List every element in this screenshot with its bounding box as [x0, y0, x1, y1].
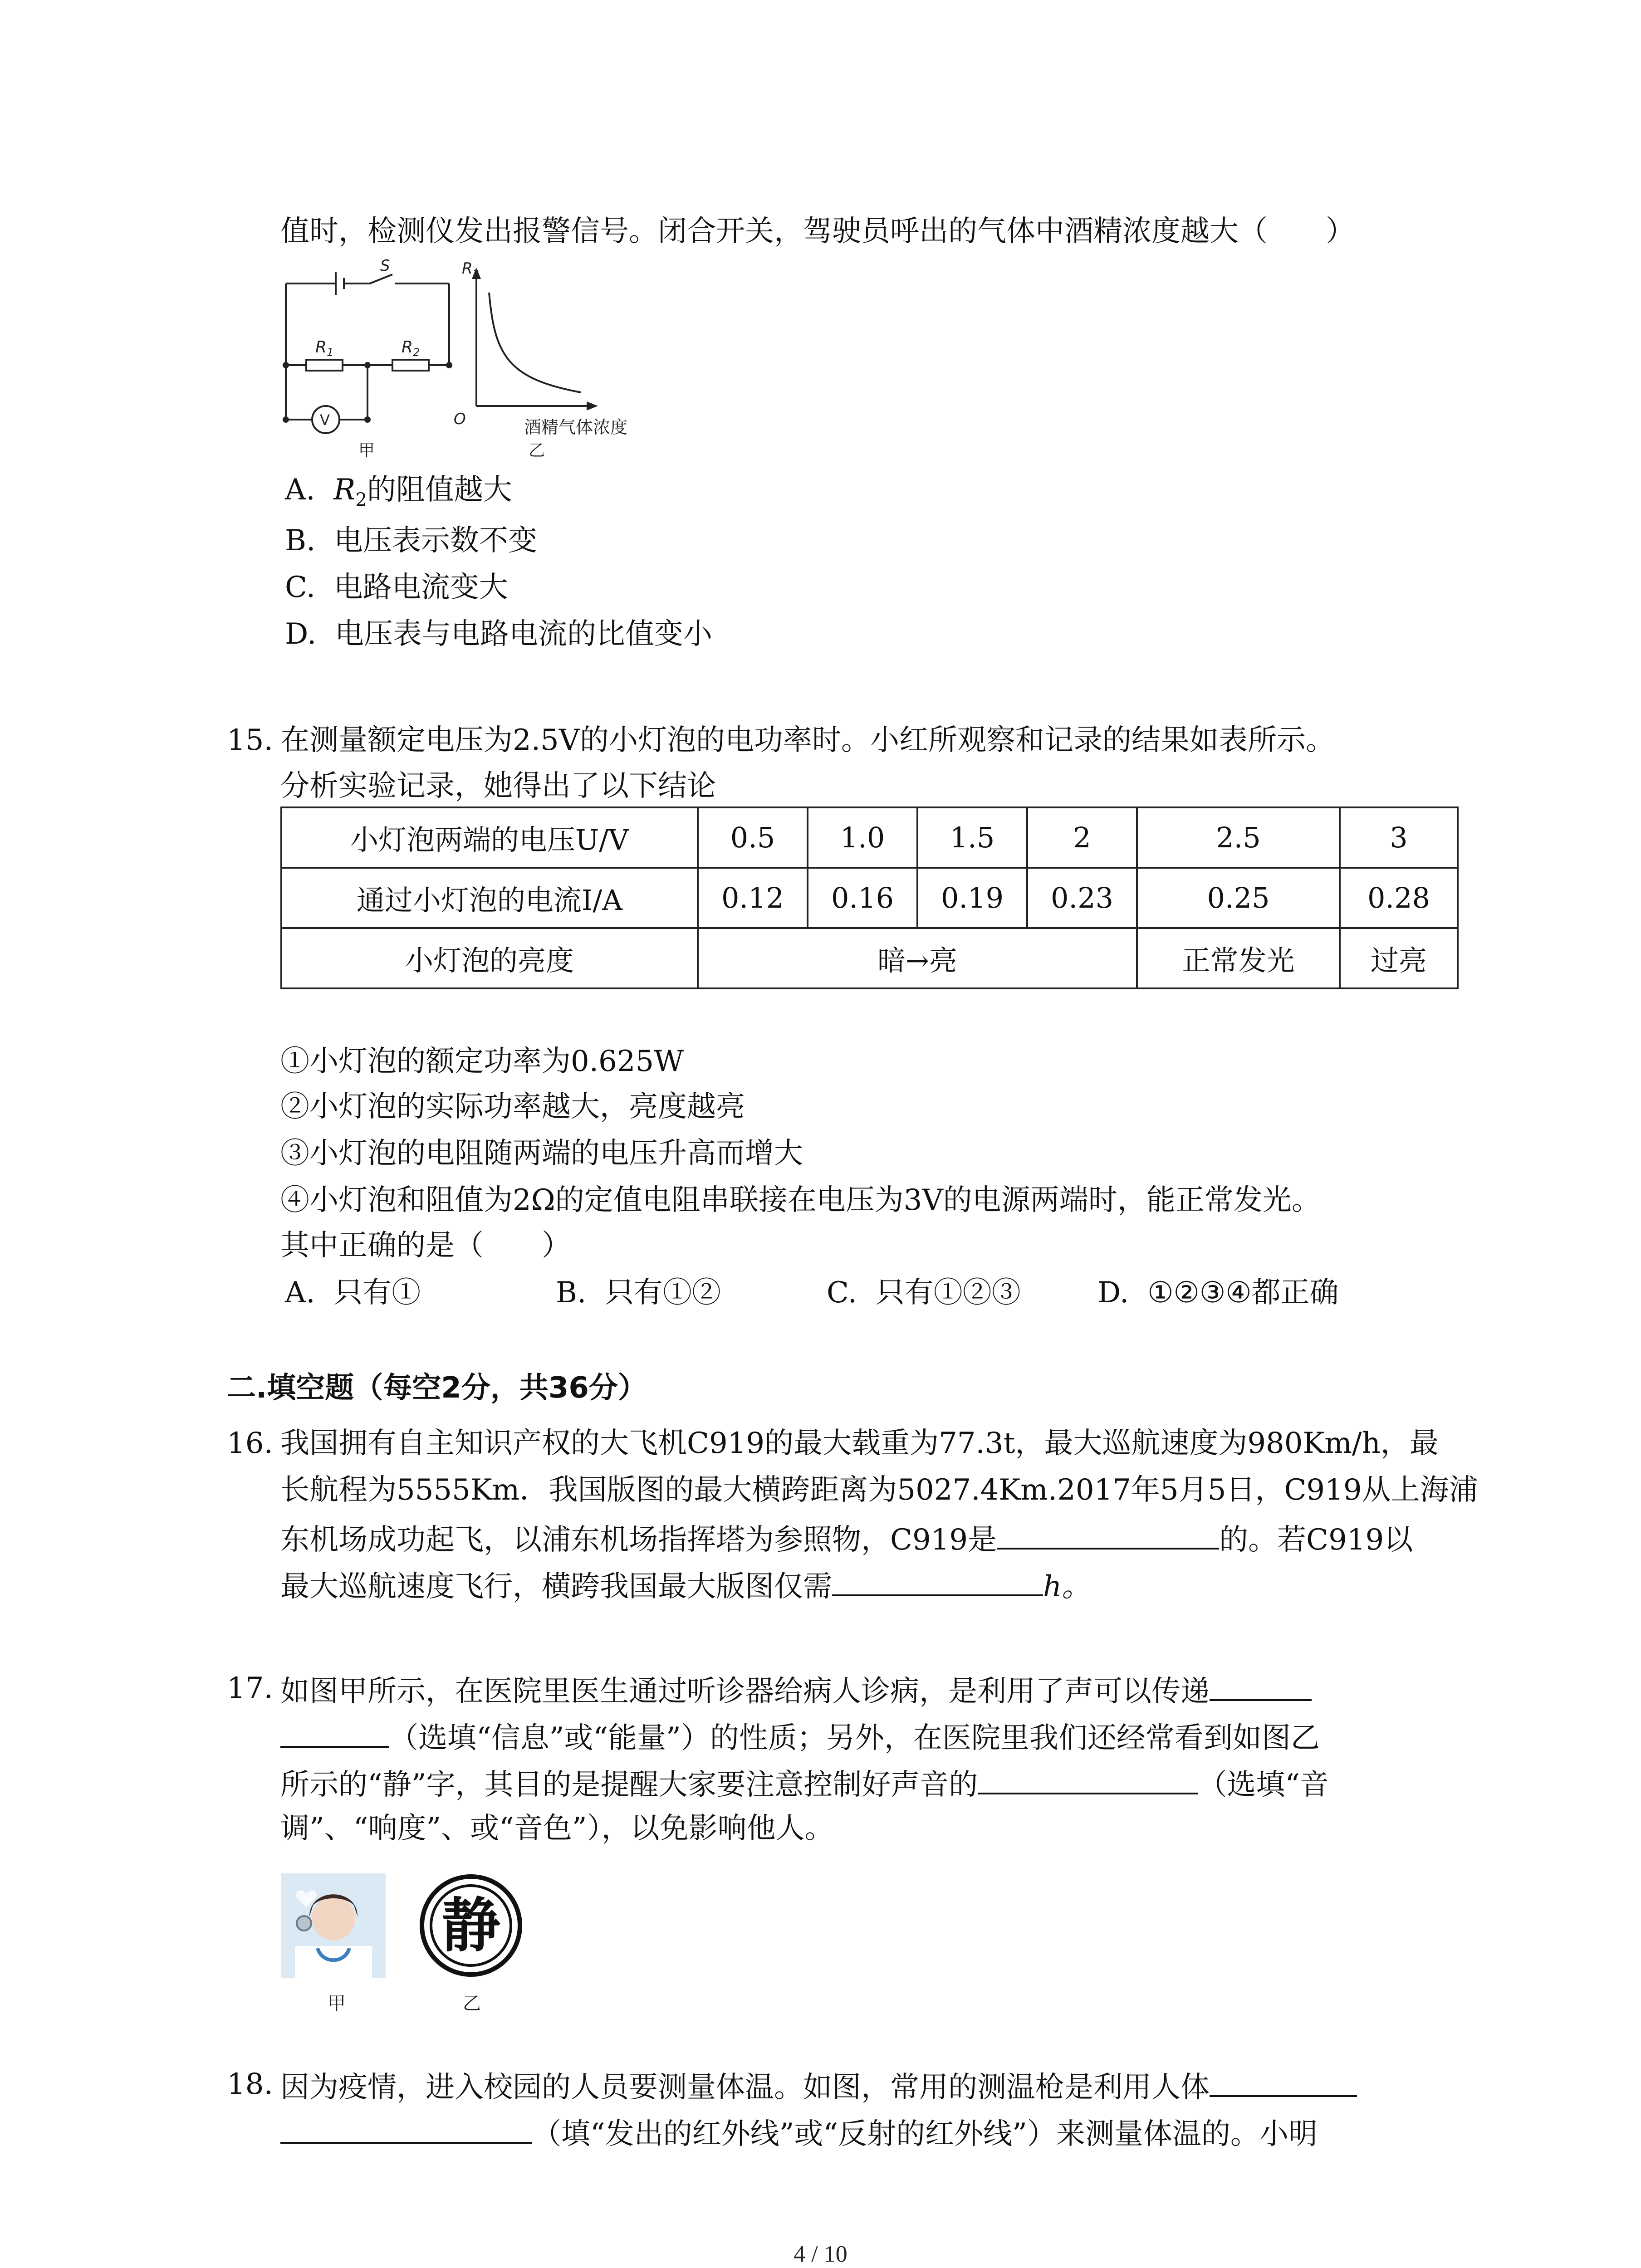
voltmeter-label: V — [320, 411, 330, 429]
switch-label: S — [380, 257, 390, 275]
r2-label: $R_2$ — [402, 338, 420, 359]
q15-question: 其中正确的是（ ） — [280, 1229, 571, 1262]
caption-jia: 甲 — [328, 1993, 346, 2014]
quiet-sign-char: 静 — [441, 1891, 501, 1960]
q16-line1: 我国拥有自主知识产权的大飞机C919的最大载重为77.3t，最大巡航速度为980Km/h，最 — [280, 1427, 1439, 1460]
answer-blank[interactable] — [1210, 2066, 1357, 2097]
r1-label: $R_1$ — [315, 338, 334, 359]
r1-resistor — [306, 360, 343, 371]
table-row-voltage — [281, 807, 1458, 868]
table-cell: 0.19 — [917, 868, 1027, 928]
q15-conclusion-1: ①小灯泡的额定功率为0.625W — [280, 1045, 684, 1078]
answer-blank[interactable] — [280, 2113, 532, 2144]
normal-cell: 正常发光 — [1137, 928, 1340, 988]
q14-figure — [272, 256, 662, 469]
graph-origin: O — [454, 410, 466, 428]
graph-y-label: $R_2$ — [462, 259, 479, 280]
q15-conclusion-3: ③小灯泡的电阻随两端的电压升高而增大 — [280, 1137, 803, 1170]
table-cell: 0.23 — [1027, 868, 1137, 928]
table-cell: 0.5 — [698, 807, 808, 868]
caption-yi: 乙 — [529, 441, 545, 460]
table-row-brightness — [281, 928, 1458, 988]
answer-blank[interactable] — [280, 1717, 389, 1748]
q15-conclusion-4: ④小灯泡和阻值为2Ω的定值电阻串联接在电压为3V的电源两端时，能正常发光。 — [280, 1183, 1321, 1217]
table-cell: 0.12 — [698, 868, 808, 928]
circuit-diagram — [286, 272, 449, 433]
table-cell: 3 — [1340, 807, 1458, 868]
answer-blank[interactable] — [978, 1764, 1198, 1794]
q14-stem-tail: 值时，检测仪发出报警信号。闭合开关，驾驶员呼出的气体中酒精浓度越大（ ） — [280, 215, 1355, 248]
graph-x-label: 酒精气体浓度 — [524, 417, 628, 437]
q15-number: 15. — [227, 723, 273, 757]
quiet-sign — [422, 1877, 520, 1975]
table-cell: 2.5 — [1137, 807, 1340, 868]
caption-jia: 甲 — [358, 441, 375, 460]
q17-figure — [281, 1873, 535, 2023]
q16-number: 16. — [227, 1427, 273, 1460]
q18-line1: 因为疫情，进入校园的人员要测量体温。如图，常用的测温枪是利用人体 — [280, 2066, 1357, 2106]
q17-line3: 所示的“静”字，其目的是提醒大家要注意控制好声音的 （选填“音 — [280, 1764, 1329, 1803]
table-row-current — [281, 868, 1458, 928]
q17-line1: 如图甲所示，在医院里医生通过听诊器给病人诊病，是利用了声可以传递 — [280, 1670, 1312, 1710]
q14-option-a: A. $R_2$的阻值越大 — [285, 473, 512, 510]
q15-line2: 分析实验记录，她得出了以下结论 — [280, 769, 716, 803]
q14-option-b: B. 电压表示数不变 — [285, 524, 538, 557]
q14-option-c: C. 电路电流变大 — [285, 571, 508, 604]
q15-option-b: B. 只有①② — [556, 1276, 721, 1310]
brightness-label: 小灯泡的亮度 — [281, 928, 698, 988]
table-cell: 0.16 — [808, 868, 917, 928]
section-title: 二.填空题（每空2分，共36分） — [227, 1371, 647, 1405]
r2-curve — [489, 293, 581, 392]
q15-option-c: C. 只有①②③ — [827, 1276, 1021, 1310]
q17-number: 17. — [227, 1672, 273, 1705]
answer-blank[interactable] — [832, 1565, 1043, 1596]
q15-conclusion-2: ②小灯泡的实际功率越大，亮度越亮 — [280, 1090, 745, 1124]
q17-line2: （选填“信息”或“能量”）的性质；另外，在医院里我们还经常看到如图乙 — [280, 1717, 1320, 1756]
table-cell: 2 — [1027, 807, 1137, 868]
q18-number: 18. — [227, 2068, 273, 2101]
q15-option-d: D. ①②③④都正确 — [1097, 1276, 1339, 1310]
voltage-label: 小灯泡两端的电压U/V — [281, 807, 698, 868]
table-cell: 0.25 — [1137, 868, 1340, 928]
resistance-graph — [472, 268, 598, 411]
q16-line2: 长航程为5555Km．我国版图的最大横跨距离为5027.4Km.2017年5月5日，C919从上海浦 — [280, 1473, 1478, 1507]
q16-line3: 东机场成功起飞，以浦东机场指挥塔为参照物，C919是 的。若C919以 — [280, 1519, 1413, 1558]
table-cell: 0.28 — [1340, 868, 1458, 928]
q16-line4: 最大巡航速度飞行，横跨我国最大版图仅需 h。 — [280, 1565, 1091, 1605]
q14-option-d: D. 电压表与电路电流的比值变小 — [285, 617, 713, 651]
table-cell: 1.0 — [808, 807, 917, 868]
q15-line1: 在测量额定电压为2.5V的小灯泡的电功率时。小红所观察和记录的结果如表所示。 — [280, 723, 1335, 757]
page-number: 4 / 10 — [794, 2241, 847, 2267]
q15-data-table — [280, 807, 1459, 989]
answer-blank[interactable] — [1210, 1670, 1312, 1701]
current-label: 通过小灯泡的电流I/A — [281, 868, 698, 928]
answer-blank[interactable] — [997, 1519, 1219, 1549]
q17-line4: 调”、“响度”、或“音色”），以免影响他人。 — [280, 1812, 834, 1845]
too-bright-cell: 过亮 — [1340, 928, 1458, 988]
r2-resistor — [392, 360, 429, 371]
switch-blade — [370, 274, 392, 284]
table-cell: 1.5 — [917, 807, 1027, 868]
caption-yi: 乙 — [463, 1993, 481, 2014]
q18-line2: （填“发出的红外线”或“反射的红外线”）来测量体温的。小明 — [280, 2113, 1318, 2152]
doctor-photo — [281, 1873, 386, 1978]
dim-to-bright-cell: 暗→亮 — [698, 928, 1137, 988]
q15-option-a: A. 只有① — [285, 1276, 421, 1310]
